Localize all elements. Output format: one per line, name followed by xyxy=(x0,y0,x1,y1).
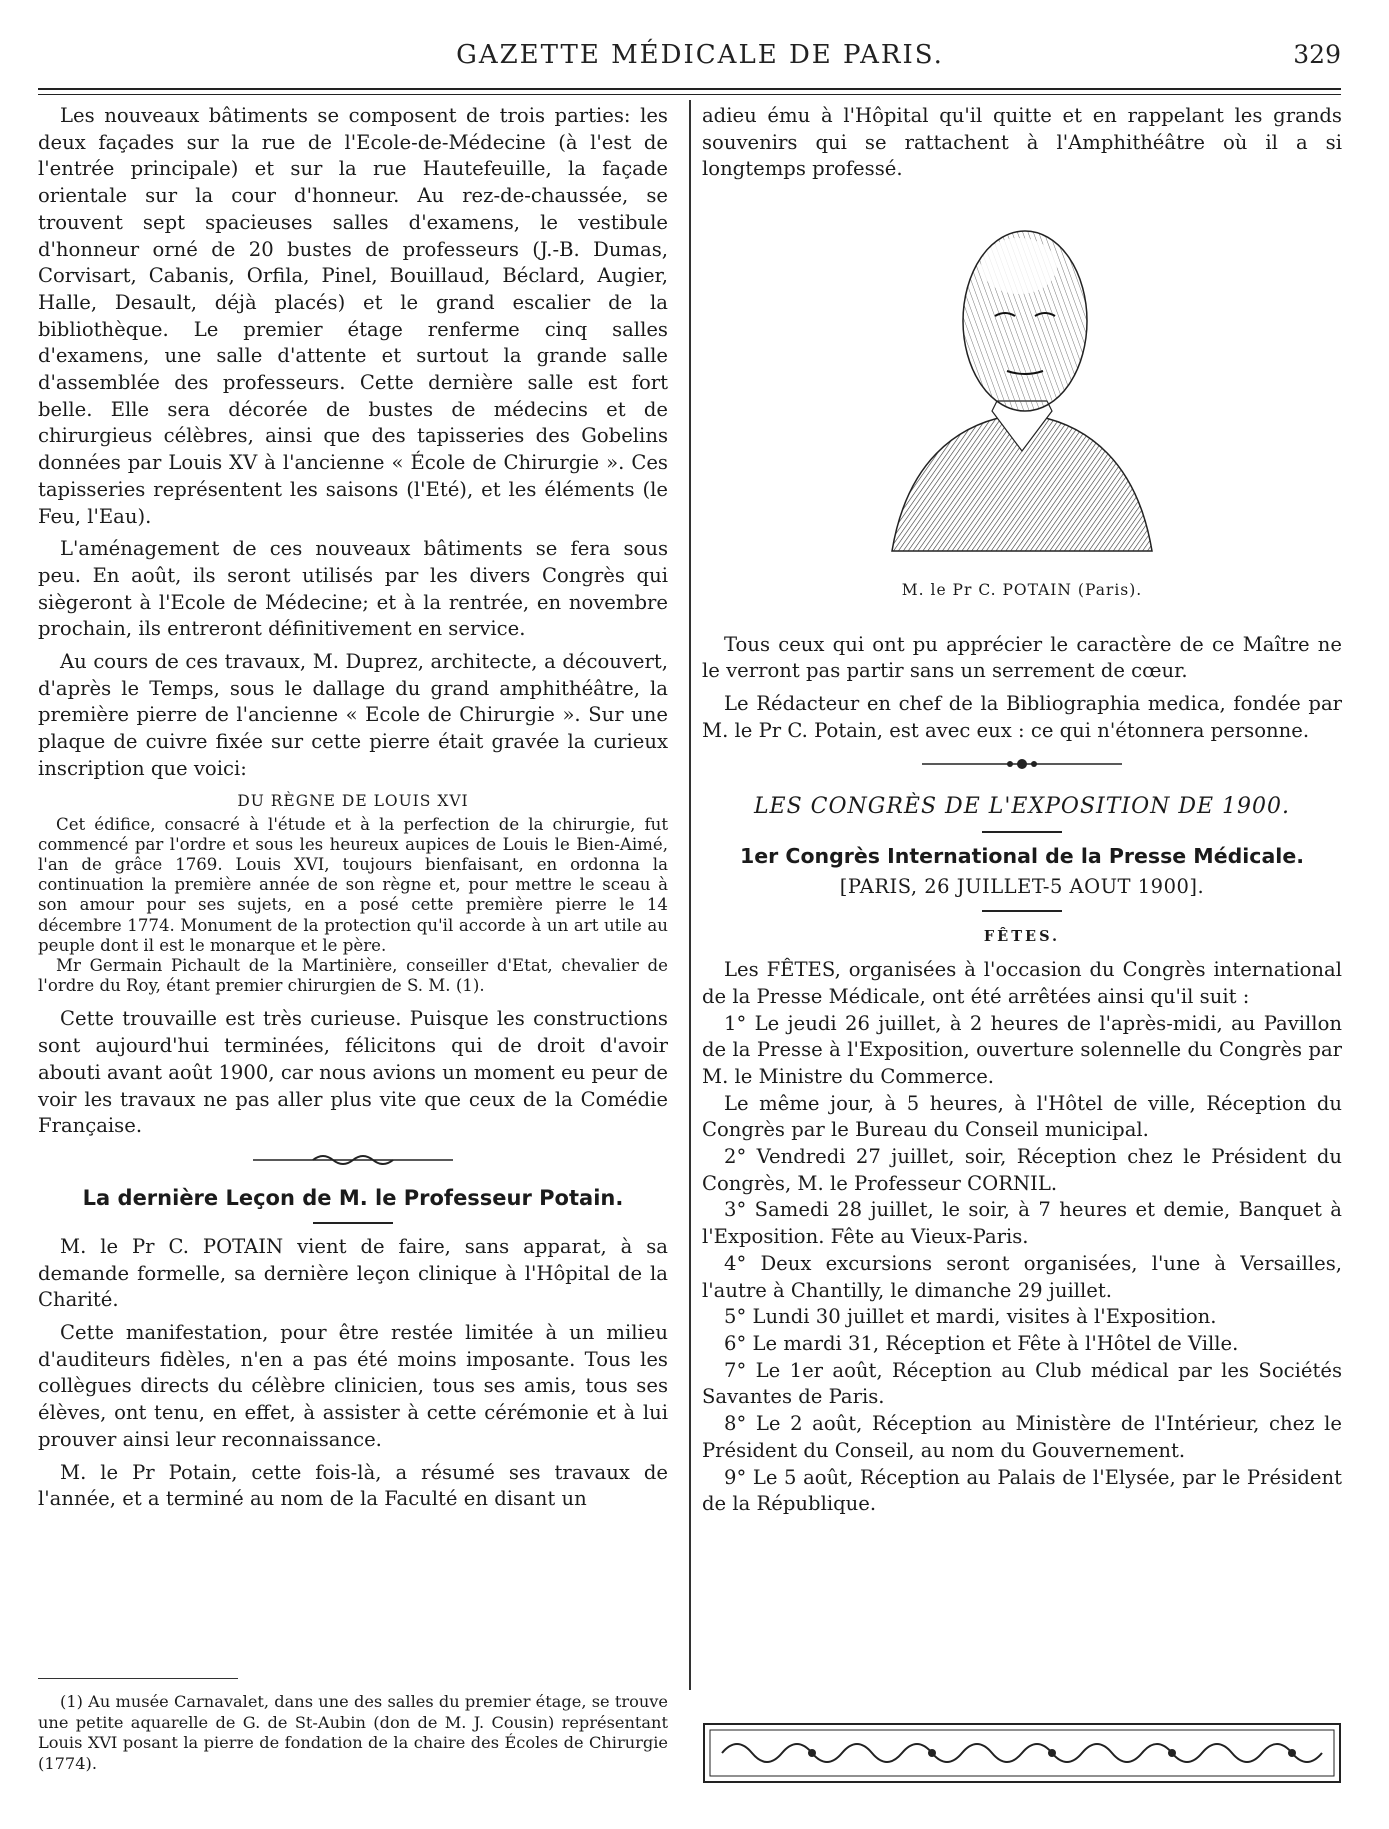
inscription-text: Cet édifice, consacré à l'étude et à la perfection de la chirurgie, fut commencé par l'ordre et sous les heureux aupices de Louis le Bien-Aimé, l'an de grâce 1769. Louis XVI, toujours bienfaisant, en ordonna la continuation la première année de son règne et, pour mettre le sceau à son amour pour ses sujets, en a posé cette première pierre le 14 décembre 1774. Monument de la protection qu'il accorde à un art utile au peuple dont il est le monarque et le père. xyxy=(38,814,668,955)
portrait-engraving-icon xyxy=(887,211,1157,561)
ornament-icon xyxy=(922,754,1122,774)
fetes-heading: FÊTES. xyxy=(983,928,1061,946)
paragraph-amenagement: L'aménagement de ces nouveaux bâtiments se fera sous peu. En août, ils seront utilisés par les divers Congrès qui siègeront à l'Ecole de Médecine; et à la rentrée, en novembre prochain, ils entreront définitivement en service. xyxy=(38,537,668,641)
paragraph-lecon-1: M. le Pr C. POTAIN vient de faire, sans apparat, à sa demande formelle, sa dernière leçon clinique à l'Hôpital de la Charité. xyxy=(38,1234,668,1312)
dates-rule xyxy=(982,910,1062,912)
ornament-divider xyxy=(38,1150,668,1172)
fetes-item-6: 6° Le mardi 31, Réception et Fête à l'Hôtel de Ville. xyxy=(724,1331,1239,1355)
fetes-item-1: 1° Le jeudi 26 juillet, à 2 heures de l'après-midi, au Pavillon de la Presse à l'Exposition, ouverture solennelle du Congrès par M. le Ministre du Commerce. xyxy=(702,1011,1342,1088)
fetes-item-5: 5° Lundi 30 juillet et mardi, visites à l'Exposition. xyxy=(724,1305,1217,1329)
congress-heading: LES CONGRÈS DE L'EXPOSITION DE 1900. xyxy=(753,794,1291,820)
portrait-caption: M. le Pr C. POTAIN (Paris). xyxy=(901,580,1143,599)
header-rule xyxy=(38,88,1341,95)
fetes-item-1b: Le même jour, à 5 heures, à l'Hôtel de ville, Réception du Congrès par le Bureau du Conseil municipal. xyxy=(702,1091,1342,1142)
paragraph-batiments: Les nouveaux bâtiments se composent de trois parties: les deux façades sur la rue de l'Ecole-de-Médecine (à l'est de l'entrée principale) et sur la rue Hautefeuille, la façade orientale sur la cour d'honneur. Au rez-de-chaussée, se trouvent sept spacieuses salles d'examens, le vestibule d'honneur orné de 20 bustes de professeurs (J.-B. Dumas, Corvisart, Cabanis, Orfila, Pinel, Bouillaud, Béclard, Augier, Halle, Desault, déjà placés) et le grand escalier de la bibliothèque. Le premier étage renferme cinq salles d'examens, une salle d'attente et surtout la grande salle d'assemblée des professeurs. Cette dernière salle est fort belle. Elle sera décorée de bustes de médecins et de chirurgieus célèbres, ainsi que des tapisseries des Gobelins données par Louis XV à l'ancienne « École de Chirurgie ». Ces tapisseries représentent les saisons (l'Eté), et les éléments (le Feu, l'Eau). xyxy=(38,104,668,528)
portrait xyxy=(702,211,1342,569)
section-title-lecon: La dernière Leçon de M. le Professeur Potain. xyxy=(82,1185,624,1210)
congress-dates: [PARIS, 26 JUILLET-5 AOUT 1900]. xyxy=(839,874,1205,898)
fetes-item-8: 8° Le 2 août, Réception au Ministère de l'Intérieur, chez le Président du Conseil, au nom du Gouvernement. xyxy=(702,1412,1342,1462)
fetes-item-9: 9° Le 5 août, Réception au Palais de l'Elysée, par le Président de la République. xyxy=(702,1465,1342,1516)
ornament-divider-right xyxy=(702,754,1342,776)
inscription-title: DU RÈGNE DE LOUIS XVI xyxy=(237,791,469,810)
fetes-item-3: 3° Samedi 28 juillet, le soir, à 7 heures et demie, Banquet à l'Exposition. Fête au Vieux-Paris. xyxy=(702,1198,1342,1249)
paragraph-redacteur: Le Rédacteur en chef de la Bibliographia medica, fondée par M. le Pr C. Potain, est avec eux : ce qui n'étonnera personne. xyxy=(702,691,1342,742)
column-divider xyxy=(689,100,691,1690)
paragraph-maitre: Tous ceux qui ont pu apprécier le caractère de ce Maître ne le verront pas partir sans un serrement de cœur. xyxy=(702,632,1342,683)
running-title: GAZETTE MÉDICALE DE PARIS. xyxy=(456,40,944,70)
paragraph-lecon-3: M. le Pr Potain, cette fois-là, a résumé ses travaux de l'année, et a terminé au nom de la Faculté en disant un xyxy=(38,1460,668,1511)
ornament-icon xyxy=(253,1150,453,1170)
fetes-item-7: 7° Le 1er août, Réception au Club médical par les Sociétés Savantes de Paris. xyxy=(702,1358,1342,1409)
decorative-band-icon xyxy=(702,1722,1342,1784)
fetes-item-4: 4° Deux excursions seront organisées, l'une à Versailles, l'autre à Chantilly, le dimanche 29 juillet. xyxy=(702,1251,1342,1302)
footnote-text: (1) Au musée Carnavalet, dans une des salles du premier étage, se trouve une petite aquarelle de G. de St-Aubin (don de M. J. Cousin) représentant Louis XVI posant la pierre de fondation de la chaire des Écoles de Chirurgie (1774). xyxy=(38,1692,668,1773)
inscription xyxy=(38,815,668,997)
left-column xyxy=(38,103,668,1513)
heading-rule xyxy=(982,831,1062,833)
footnote-rule xyxy=(38,1678,238,1679)
inscription-signature: Mr Germain Pichault de la Martinière, conseiller d'Etat, chevalier de l'ordre du Roy, étant premier chirurgien de S. M. (1). xyxy=(38,956,668,996)
paragraph-lecon-2: Cette manifestation, pour être restée limitée à un milieu d'auditeurs fidèles, n'en a pas été moins imposante. Tous les collègues directs du célèbre clinicien, tous ses amis, tous ses élèves, ont tenu, en effet, à assister à cette cérémonie et à lui prouver ainsi leur reconnaissance. xyxy=(38,1321,668,1451)
paragraph-decouverte: Au cours de ces travaux, M. Duprez, architecte, a découvert, d'après le Temps, sous le dallage du grand amphithéâtre, la première pierre de l'ancienne « Ecole de Chirurgie ». Sur une plaque de cuivre fixée sur cette pierre était gravée la curieux inscription que voici: xyxy=(38,650,668,780)
title-underline xyxy=(313,1222,393,1224)
fetes-intro: Les FÊTES, organisées à l'occasion du Congrès international de la Presse Médicale, ont été arrêtées ainsi qu'il suit : xyxy=(702,958,1342,1008)
congress-subtitle: 1er Congrès International de la Presse Médicale. xyxy=(739,844,1305,869)
right-column xyxy=(702,103,1342,1518)
paragraph-continuation: adieu ému à l'Hôpital qu'il quitte et en rappelant les grands souvenirs qui se rattachent à l'Amphithéâtre où il a si longtemps professé. xyxy=(702,104,1342,181)
page-number: 329 xyxy=(1293,40,1341,69)
paragraph-trouvaille: Cette trouvaille est très curieuse. Puisque les constructions sont aujourd'hui terminées, félicitons qui de droit d'avoir abouti avant août 1900, car nous avions un moment eu peur de voir les travaux ne pas aller plus vite que ceux de la Comédie Française. xyxy=(38,1007,668,1138)
fetes-item-2: 2° Vendredi 27 juillet, soir, Réception chez le Président du Congrès, M. le Professeur CORNIL. xyxy=(702,1145,1342,1195)
footnote xyxy=(38,1692,668,1774)
